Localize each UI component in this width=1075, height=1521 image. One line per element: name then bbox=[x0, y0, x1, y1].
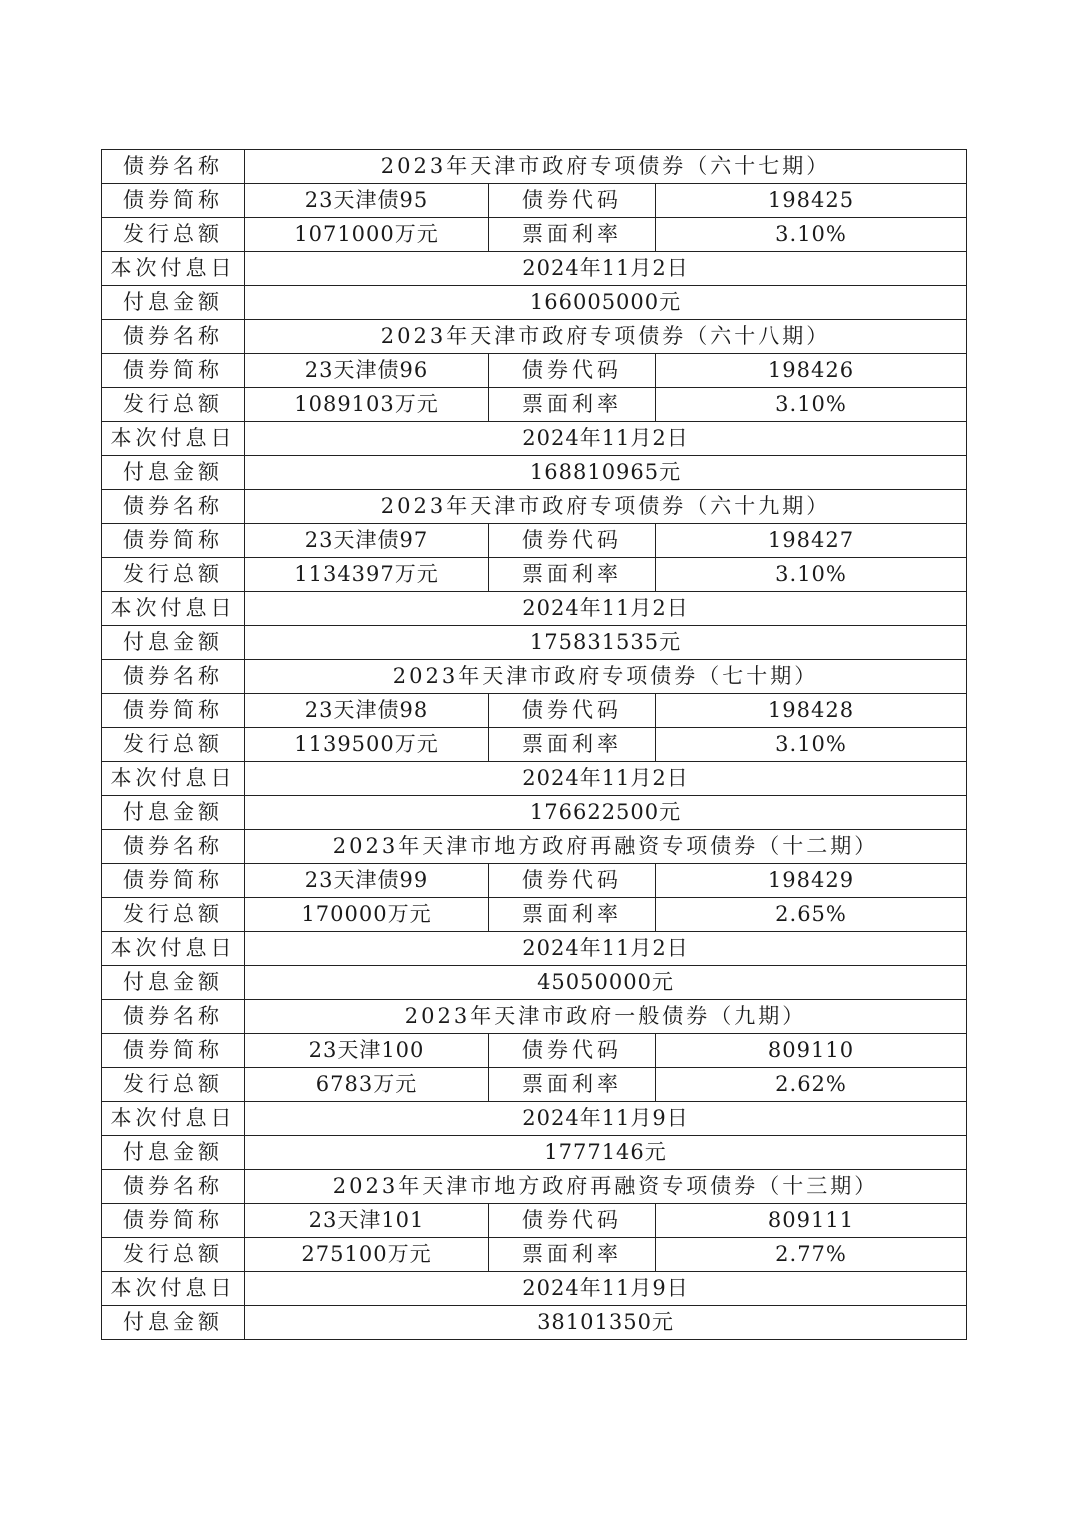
bond-amount-value: 1139500万元 bbox=[245, 728, 489, 762]
bond-rate-value: 3.10% bbox=[656, 558, 967, 592]
bond-name-value: 2023年天津市政府专项债券（六十八期） bbox=[245, 320, 967, 354]
bond-interest-label: 付息金额 bbox=[102, 1306, 245, 1340]
bond-amount-label: 发行总额 bbox=[102, 218, 245, 252]
bond-interest-row bbox=[102, 966, 967, 1000]
bond-amount-label: 发行总额 bbox=[102, 1068, 245, 1102]
bond-amount-row bbox=[102, 388, 967, 422]
bond-date-value: 2024年11月9日 bbox=[245, 1102, 967, 1136]
bond-amount-row bbox=[102, 1068, 967, 1102]
bond-interest-value: 175831535元 bbox=[245, 626, 967, 660]
bond-name-label: 债券名称 bbox=[102, 150, 245, 184]
bond-short-row bbox=[102, 1204, 967, 1238]
bond-short-value: 23天津100 bbox=[245, 1034, 489, 1068]
bond-date-value: 2024年11月2日 bbox=[245, 932, 967, 966]
bond-name-label: 债券名称 bbox=[102, 660, 245, 694]
bond-short-value: 23天津债99 bbox=[245, 864, 489, 898]
bond-interest-label: 付息金额 bbox=[102, 1136, 245, 1170]
bond-interest-value: 45050000元 bbox=[245, 966, 967, 1000]
bond-interest-label: 付息金额 bbox=[102, 456, 245, 490]
bond-date-row bbox=[102, 762, 967, 796]
bond-short-row bbox=[102, 1034, 967, 1068]
bond-amount-label: 发行总额 bbox=[102, 728, 245, 762]
bond-code-label: 债券代码 bbox=[489, 864, 656, 898]
bond-interest-value: 166005000元 bbox=[245, 286, 967, 320]
bond-date-row bbox=[102, 422, 967, 456]
bond-date-label: 本次付息日 bbox=[102, 1102, 245, 1136]
bond-short-value: 23天津债96 bbox=[245, 354, 489, 388]
bond-short-value: 23天津债97 bbox=[245, 524, 489, 558]
bond-date-label: 本次付息日 bbox=[102, 422, 245, 456]
bond-rate-label: 票面利率 bbox=[489, 1068, 656, 1102]
bond-amount-row bbox=[102, 1238, 967, 1272]
bond-interest-value: 1777146元 bbox=[245, 1136, 967, 1170]
bond-interest-value: 168810965元 bbox=[245, 456, 967, 490]
bond-date-label: 本次付息日 bbox=[102, 252, 245, 286]
bond-rate-value: 3.10% bbox=[656, 218, 967, 252]
bond-date-value: 2024年11月2日 bbox=[245, 422, 967, 456]
bond-name-label: 债券名称 bbox=[102, 320, 245, 354]
bond-code-label: 债券代码 bbox=[489, 184, 656, 218]
bond-interest-row bbox=[102, 456, 967, 490]
bond-name-label: 债券名称 bbox=[102, 1170, 245, 1204]
bond-name-row bbox=[102, 660, 967, 694]
bond-name-row bbox=[102, 830, 967, 864]
bond-name-row bbox=[102, 490, 967, 524]
bond-code-label: 债券代码 bbox=[489, 694, 656, 728]
bond-short-label: 债券简称 bbox=[102, 524, 245, 558]
bond-rate-label: 票面利率 bbox=[489, 558, 656, 592]
bond-interest-row bbox=[102, 1306, 967, 1340]
bond-date-value: 2024年11月2日 bbox=[245, 252, 967, 286]
bond-interest-value: 176622500元 bbox=[245, 796, 967, 830]
bond-rate-value: 3.10% bbox=[656, 388, 967, 422]
bond-date-value: 2024年11月9日 bbox=[245, 1272, 967, 1306]
bond-code-label: 债券代码 bbox=[489, 1204, 656, 1238]
bond-short-label: 债券简称 bbox=[102, 1034, 245, 1068]
bond-rate-label: 票面利率 bbox=[489, 898, 656, 932]
bond-interest-label: 付息金额 bbox=[102, 966, 245, 1000]
bond-interest-value: 38101350元 bbox=[245, 1306, 967, 1340]
bond-amount-label: 发行总额 bbox=[102, 1238, 245, 1272]
bond-short-row bbox=[102, 864, 967, 898]
bond-date-row bbox=[102, 1102, 967, 1136]
bond-rate-value: 2.62% bbox=[656, 1068, 967, 1102]
bond-short-row bbox=[102, 694, 967, 728]
bond-code-value: 198425 bbox=[656, 184, 967, 218]
bond-short-row bbox=[102, 184, 967, 218]
bond-rate-label: 票面利率 bbox=[489, 218, 656, 252]
bond-interest-label: 付息金额 bbox=[102, 626, 245, 660]
bond-short-label: 债券简称 bbox=[102, 694, 245, 728]
bond-amount-row bbox=[102, 898, 967, 932]
bond-date-value: 2024年11月2日 bbox=[245, 762, 967, 796]
bond-rate-value: 2.65% bbox=[656, 898, 967, 932]
bond-name-label: 债券名称 bbox=[102, 830, 245, 864]
bond-code-value: 809111 bbox=[656, 1204, 967, 1238]
bond-name-value: 2023年天津市地方政府再融资专项债券（十三期） bbox=[245, 1170, 967, 1204]
bond-short-row bbox=[102, 354, 967, 388]
bond-name-row bbox=[102, 1170, 967, 1204]
bond-short-value: 23天津债98 bbox=[245, 694, 489, 728]
bond-amount-label: 发行总额 bbox=[102, 388, 245, 422]
bond-amount-label: 发行总额 bbox=[102, 898, 245, 932]
bond-code-label: 债券代码 bbox=[489, 524, 656, 558]
bond-code-value: 198427 bbox=[656, 524, 967, 558]
bond-date-label: 本次付息日 bbox=[102, 762, 245, 796]
bond-amount-value: 1071000万元 bbox=[245, 218, 489, 252]
bond-amount-value: 1089103万元 bbox=[245, 388, 489, 422]
bond-date-row bbox=[102, 1272, 967, 1306]
bond-amount-row bbox=[102, 728, 967, 762]
bond-short-label: 债券简称 bbox=[102, 184, 245, 218]
bond-rate-label: 票面利率 bbox=[489, 728, 656, 762]
bond-short-value: 23天津债95 bbox=[245, 184, 489, 218]
bond-code-value: 809110 bbox=[656, 1034, 967, 1068]
bond-amount-value: 170000万元 bbox=[245, 898, 489, 932]
bond-name-value: 2023年天津市政府专项债券（六十九期） bbox=[245, 490, 967, 524]
bond-date-label: 本次付息日 bbox=[102, 932, 245, 966]
bond-code-value: 198426 bbox=[656, 354, 967, 388]
bond-code-value: 198429 bbox=[656, 864, 967, 898]
bond-code-value: 198428 bbox=[656, 694, 967, 728]
bond-name-row bbox=[102, 1000, 967, 1034]
bond-interest-row bbox=[102, 286, 967, 320]
bond-name-value: 2023年天津市地方政府再融资专项债券（十二期） bbox=[245, 830, 967, 864]
bond-amount-label: 发行总额 bbox=[102, 558, 245, 592]
bond-interest-row bbox=[102, 796, 967, 830]
bond-code-label: 债券代码 bbox=[489, 1034, 656, 1068]
bond-name-label: 债券名称 bbox=[102, 490, 245, 524]
bond-date-label: 本次付息日 bbox=[102, 1272, 245, 1306]
bond-interest-table bbox=[101, 149, 967, 1340]
bond-short-label: 债券简称 bbox=[102, 354, 245, 388]
bond-amount-value: 1134397万元 bbox=[245, 558, 489, 592]
bond-rate-label: 票面利率 bbox=[489, 1238, 656, 1272]
bond-interest-label: 付息金额 bbox=[102, 796, 245, 830]
bond-code-label: 债券代码 bbox=[489, 354, 656, 388]
bond-rate-label: 票面利率 bbox=[489, 388, 656, 422]
bond-short-row bbox=[102, 524, 967, 558]
bond-name-row bbox=[102, 150, 967, 184]
bond-rate-value: 3.10% bbox=[656, 728, 967, 762]
bond-short-value: 23天津101 bbox=[245, 1204, 489, 1238]
bond-interest-label: 付息金额 bbox=[102, 286, 245, 320]
bond-amount-value: 6783万元 bbox=[245, 1068, 489, 1102]
bond-name-value: 2023年天津市政府一般债券（九期） bbox=[245, 1000, 967, 1034]
bond-interest-row bbox=[102, 1136, 967, 1170]
bond-name-value: 2023年天津市政府专项债券（六十七期） bbox=[245, 150, 967, 184]
bond-date-value: 2024年11月2日 bbox=[245, 592, 967, 626]
bond-short-label: 债券简称 bbox=[102, 864, 245, 898]
bond-name-value: 2023年天津市政府专项债券（七十期） bbox=[245, 660, 967, 694]
bond-amount-row bbox=[102, 218, 967, 252]
bond-name-label: 债券名称 bbox=[102, 1000, 245, 1034]
bond-date-row bbox=[102, 252, 967, 286]
bond-interest-row bbox=[102, 626, 967, 660]
bond-amount-row bbox=[102, 558, 967, 592]
bond-amount-value: 275100万元 bbox=[245, 1238, 489, 1272]
bond-date-label: 本次付息日 bbox=[102, 592, 245, 626]
bond-rate-value: 2.77% bbox=[656, 1238, 967, 1272]
bond-short-label: 债券简称 bbox=[102, 1204, 245, 1238]
bond-date-row bbox=[102, 592, 967, 626]
bond-date-row bbox=[102, 932, 967, 966]
bond-name-row bbox=[102, 320, 967, 354]
